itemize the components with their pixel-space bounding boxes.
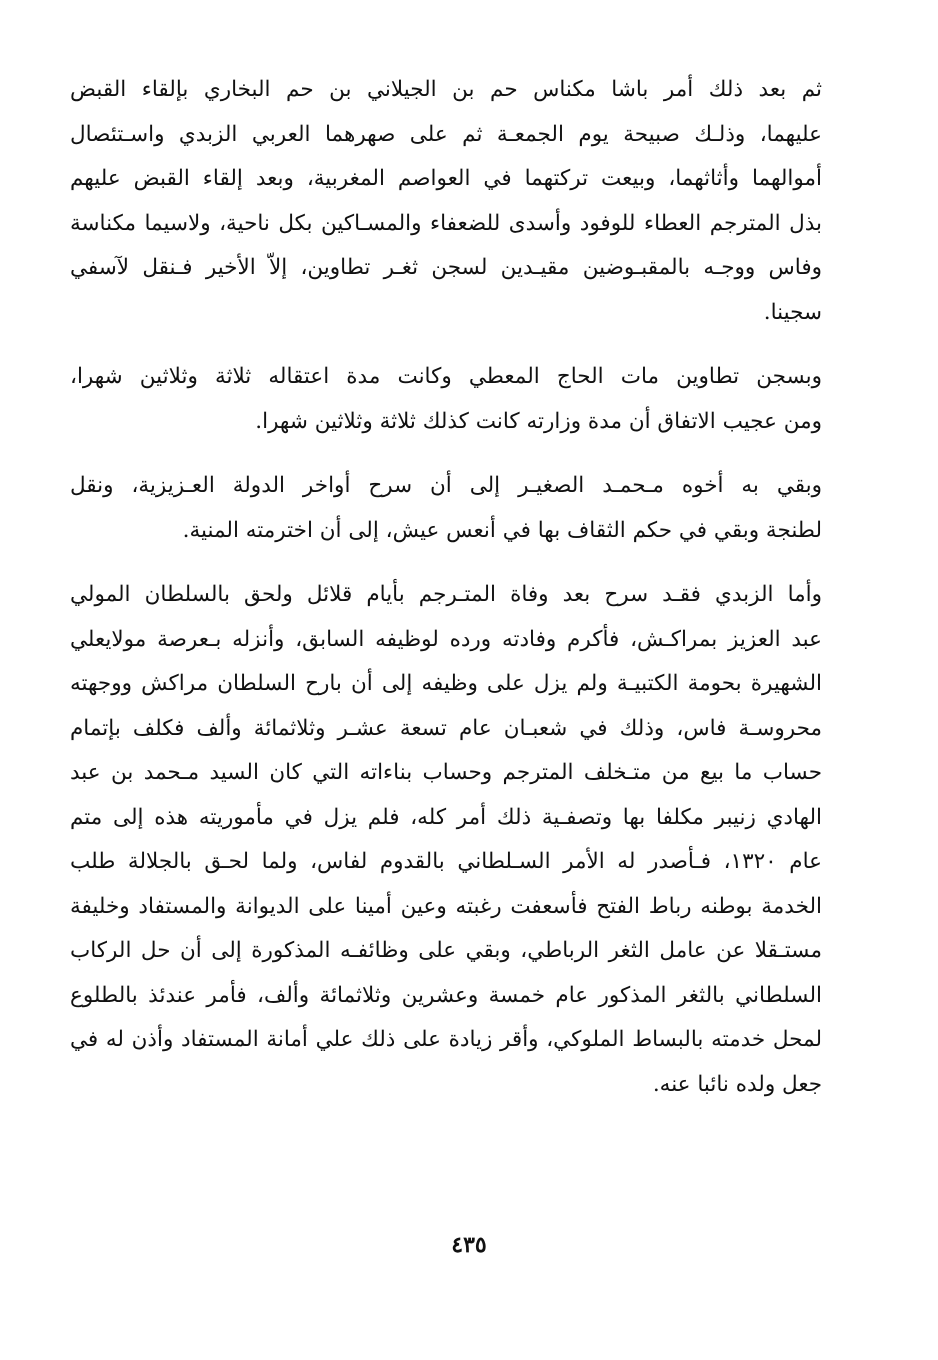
text-line: عام ١٣٢٠، فـأصدر له الأمر السـلطاني بالقدوم لفاس، ولما لحـق بالجلالة طلب xyxy=(70,849,822,874)
text-line: أموالهما وأثاثهما، وبيعت تركتهما في العواصم المغربية، وبعد إلقاء القبض عليهم xyxy=(70,166,822,191)
text-line: وأما الزبدي فقـد سرح بعد وفاة المتـرجم بأيام قلائل ولحق بالسلطان المولي xyxy=(70,582,822,607)
text-line: مستـقلا عن عامل الثغر الرباطي، وبقي على وظائفـه المذكورة إلى أن حل الركاب xyxy=(70,938,822,963)
text-line: الخدمة بوطنه رباط الفتح فأسعفت رغبته وعين أمينا على الديوانة والمستفاد وخليفة xyxy=(70,893,822,919)
paragraph-4 xyxy=(70,573,822,1107)
text-line: لطنجة وبقي في حكم الثقاف بها في أنعس عيش، إلى أن اخترمته المنية. xyxy=(182,517,822,543)
page-body xyxy=(70,68,822,1127)
paragraph-2 xyxy=(70,355,822,444)
text-line: ومن عجيب الاتفاق أن مدة وزارته كانت كذلك ثلاثة وثلاثين شهرا. xyxy=(255,408,822,434)
text-line: جعل ولده نائبا عنه. xyxy=(652,1071,822,1097)
text-line: السلطاني بالثغر المذكور عام خمسة وعشرين وثلاثمائة وألف، فأمر عندئذ بالطلوع xyxy=(70,982,822,1008)
paragraph-1 xyxy=(70,68,822,335)
text-line: وفاس ووجـه بالمقبـوضين مقيـدين لسجن ثغـر تطاوين، إلاّ الأخير فـنقل لآسفي xyxy=(70,255,822,280)
text-line: ثم بعد ذلك أمر باشا مكناس حم بن الجيلاني بن حم البخاري بإلقاء القبض xyxy=(70,77,822,102)
text-line: حساب ما بيع من متـخلف المترجم وحساب بناءاته التي كان السيد مـحمد بن عبد xyxy=(70,760,822,785)
text-line: عبد العزيز بمراكـش، فأكرم وفادته ورده لوظيفه السابق، وأنزله بـعرصة مولايعلي xyxy=(70,626,822,652)
paragraph-3 xyxy=(70,464,822,553)
text-line: عليهما، وذلـك صبيحة يوم الجمعـة ثم على صهرهما العربي الزبدي واسـتئصال xyxy=(70,121,822,147)
text-line: بذل المترجم العطاء للوفود وأسدى للضعفاء والمسـاكين بكل ناحية، ولاسيما مكناسة xyxy=(70,210,822,236)
text-line: الشهيرة بحومة الكتبيـة ولم يزل على وظيفه إلى أن بارح السلطان مراكش ووجهته xyxy=(70,671,822,696)
text-line: محروسـة فاس، وذلك في شعبـان عام تسعة عشـر وثلاثمائة وألف فكلف بإتمام xyxy=(70,715,822,741)
text-line: وبقي به أخوه مـحمـد الصغيـر إلى أن سرح أواخر الدولة العـزيزية، ونقل xyxy=(70,473,822,498)
text-line: سجينا. xyxy=(763,299,822,325)
text-line: لمحل خدمته بالبساط الملوكي، وأقر زيادة على ذلك علي أمانة المستفاد وأذن له في xyxy=(70,1027,822,1052)
text-line: الهادي زنيبر مكلفا بها وتصفـية ذلك أمر كله، فلم يزل في مأموريته هذه إلى متم xyxy=(70,804,822,830)
text-line: وبسجن تطاوين مات الحاج المعطي وكانت مدة اعتقاله ثلاثة وثلاثين شهرا، xyxy=(70,364,822,389)
page-number: ٤٣٥ xyxy=(451,1232,487,1258)
